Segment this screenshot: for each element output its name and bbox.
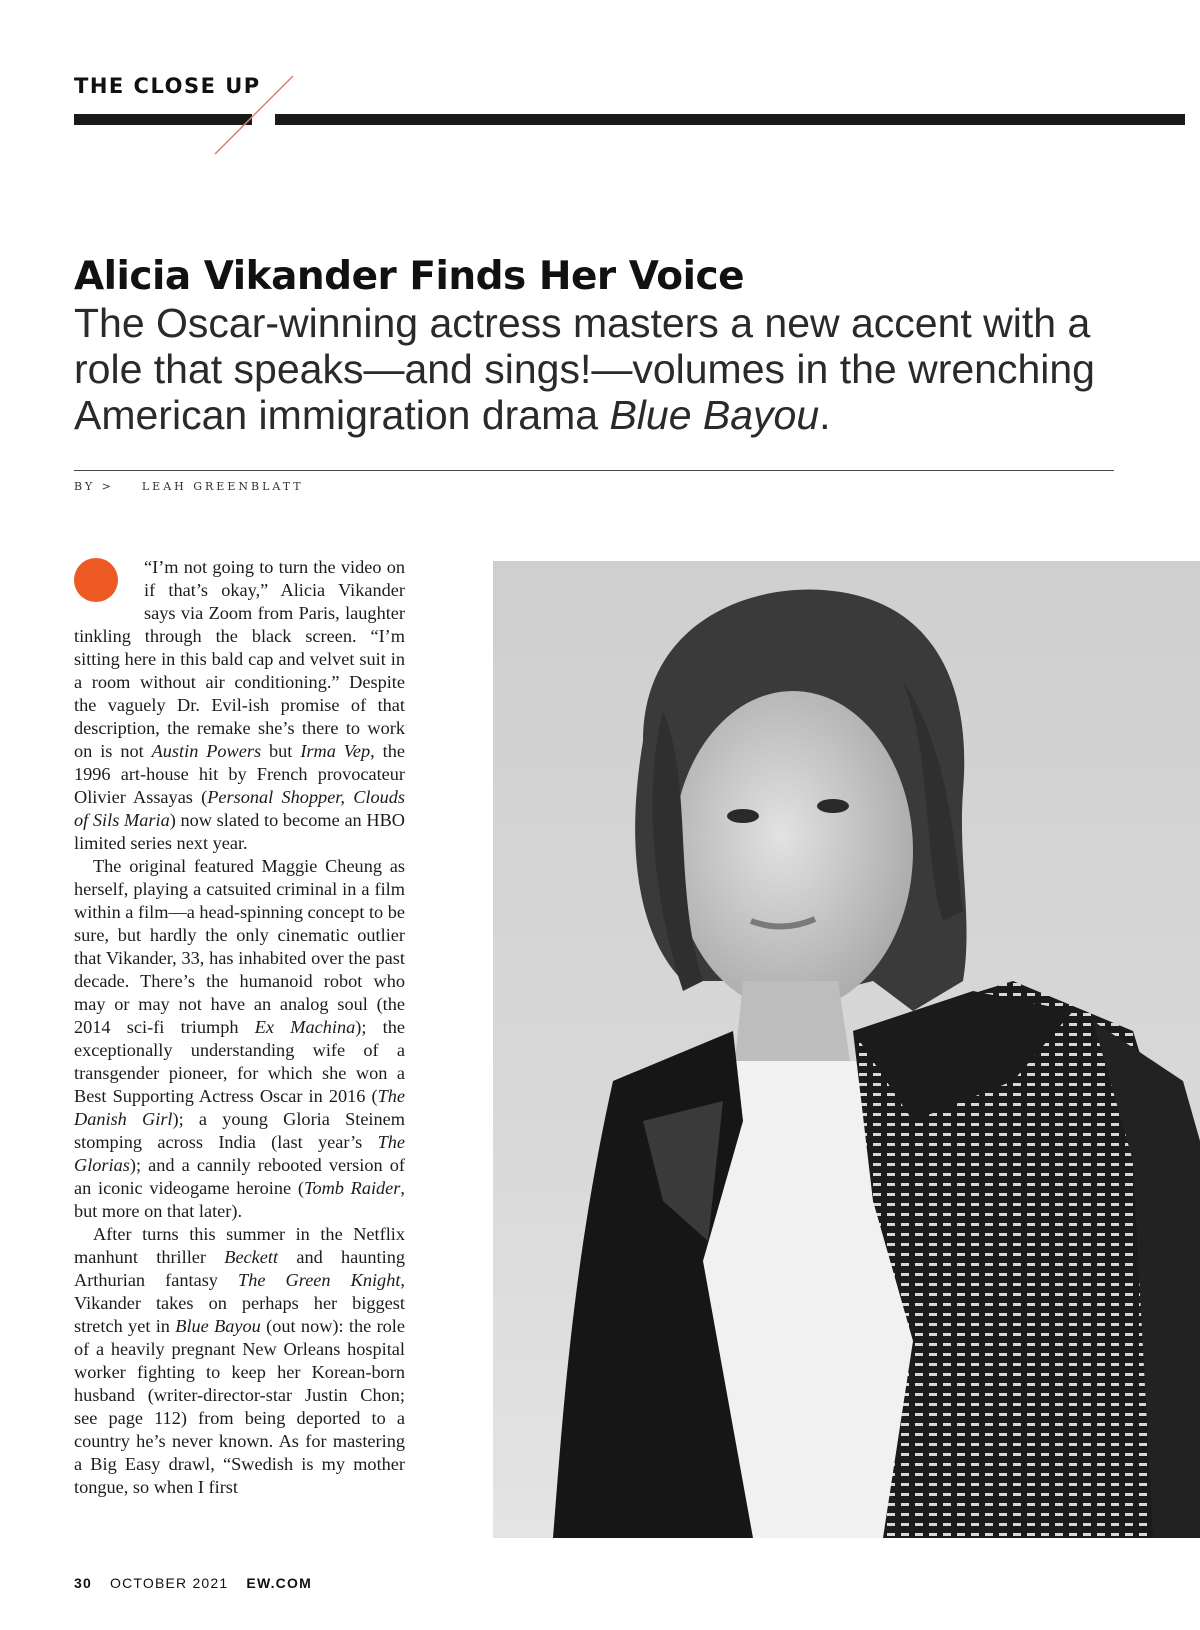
paragraph-2: The original featured Maggie Cheung as herself, playing a catsuited criminal in a film within a film—a head-spinning concept to be sure, but hardly the only cinematic outlier that Vikander, 33, has inhabited over the past decade. There’s the humanoid robot who may or may not have an analog soul (the 2014 sci-fi triumph Ex Machina); the exceptionally understanding wife of a transgender pioneer, for which she won a Best Supporting Actress Oscar in 2016 (The Danish Girl); a young Gloria Steinem stomping across India (last year’s The Glorias); and a cannily rebooted version of an iconic videogame heroine (Tomb Raider, but more on that later).	[74, 856, 406, 1221]
dek	[74, 300, 1134, 438]
section-label: THE CLOSE UP	[74, 74, 261, 98]
headline: Alicia Vikander Finds Her Voice	[74, 254, 745, 299]
folio	[74, 1575, 312, 1591]
byline-author: LEAH GREENBLATT	[141, 480, 304, 493]
paragraph-1: “I’m not going to turn the video on if that’s okay,” Alicia Vikander says via Zoom from Paris, laughter tinkling through the black screen. “I’m sitting here in this bald cap and velvet suit in a room without air conditioning.” Despite the vaguely Dr. Evil-ish promise of that description, the remake she’s there to work on is not Austin Powers but Irma Vep, the 1996 art-house hit by French provocateur Olivier Assayas (Personal Shopper, Clouds of Sils Maria) now slated to become an HBO limited series next year.	[74, 557, 406, 853]
header-bar-right	[275, 114, 1185, 125]
article-body	[74, 556, 405, 1499]
header-slash-divider	[0, 0, 300, 160]
dek-text: The Oscar-winning actress masters a new accent with a role that speaks—and sings!—volumes in the wrenching American immigration drama	[74, 300, 1095, 438]
dek-film-title: Blue Bayou	[609, 392, 820, 438]
byline	[74, 480, 304, 493]
paragraph-3: After turns this summer in the Netflix manhunt thriller Beckett and haunting Arthurian fantasy The Green Knight, Vikander takes on perhaps her biggest stretch yet in Blue Bayou (out now): the role of a heavily pregnant New Orleans hospital worker fighting to keep her Korean-born husband (writer-director-star Justin Chon; see page 112) from being deported to a country he’s never known. As for mastering a Big Easy drawl, “Swedish is my mother tongue, so when I first	[74, 1224, 406, 1497]
portrait-photo	[493, 561, 1200, 1538]
page-number: 30	[74, 1575, 92, 1591]
website: EW.COM	[246, 1575, 312, 1591]
dek-period: .	[819, 392, 831, 438]
issue-date: OCTOBER 2021	[109, 1575, 229, 1591]
byline-prefix: BY >	[74, 480, 114, 493]
dek-rule	[74, 470, 1114, 471]
